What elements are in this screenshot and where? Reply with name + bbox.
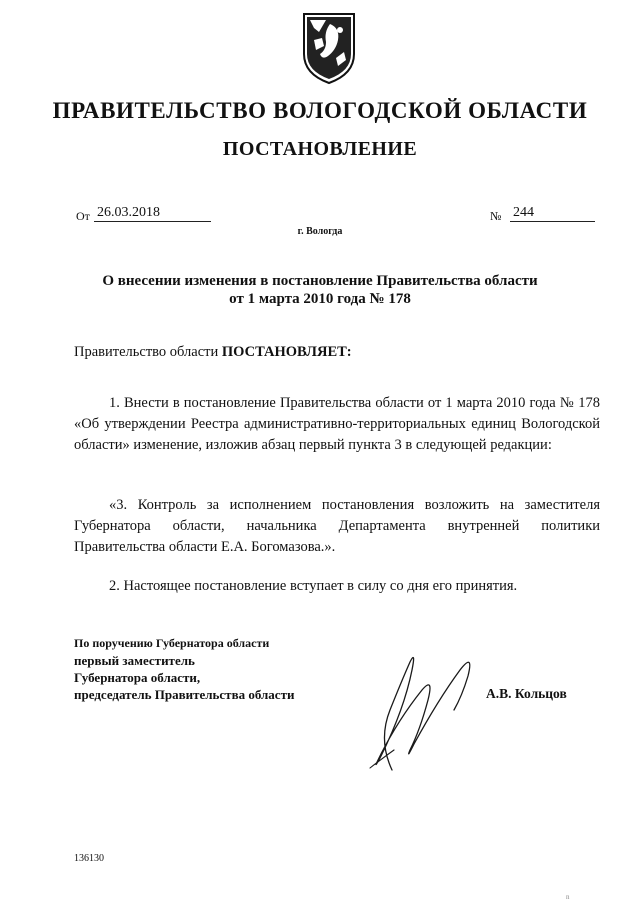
preamble bbox=[74, 342, 352, 363]
paragraph-2: 2. Настоящее постановление вступает в силу со дня его принятия. bbox=[109, 578, 518, 594]
signer-name: А.В. Кольцов bbox=[486, 686, 567, 701]
preamble-resolves: ПОСТАНОВЛЯЕТ: bbox=[221, 344, 352, 360]
government-name: ПРАВИТЕЛЬСТВО ВОЛОГОДСКОЙ ОБЛАСТИ bbox=[52, 98, 588, 123]
signature-authority-line-1: По поручению Губернатора области bbox=[74, 636, 270, 650]
document-type: ПОСТАНОВЛЕНИЕ bbox=[222, 138, 418, 160]
corner-mark: n bbox=[566, 893, 570, 901]
paragraph-1: 1. Внести в постановление Правительства области от 1 марта 2010 года № 178 «Об утверждении Реестра административно-территориальных единиц Вологодской области» изменение, изложив абзац первый пункта 3 в следующей редакции: bbox=[74, 395, 600, 453]
vologda-crest-icon bbox=[300, 10, 358, 86]
city-label: г. Вологда bbox=[297, 226, 343, 237]
document-date: 26.03.2018 bbox=[94, 205, 211, 222]
number-prefix: № bbox=[490, 209, 502, 223]
document-code: 136130 bbox=[74, 853, 104, 864]
document-title-line-2: от 1 марта 2010 года № 178 bbox=[229, 291, 411, 307]
document-title-line-1: О внесении изменения в постановление Правительства области bbox=[102, 273, 538, 289]
handwritten-signature bbox=[350, 640, 490, 775]
signature-position-line-2: первый заместитель bbox=[74, 653, 195, 668]
document-title bbox=[0, 272, 640, 308]
paragraph-1-quote: «3. Контроль за исполнением постановления возложить на заместителя Губернатора области, начальника Департамента внутренней политики Правительства области Е.А. Богомазова.». bbox=[74, 497, 600, 555]
preamble-text: Правительство области bbox=[74, 344, 222, 360]
document-number: 244 bbox=[510, 205, 595, 222]
date-prefix: От bbox=[76, 209, 90, 223]
signature-position-line-4: председатель Правительства области bbox=[74, 687, 295, 702]
signature-position-line-3: Губернатора области, bbox=[74, 670, 201, 685]
